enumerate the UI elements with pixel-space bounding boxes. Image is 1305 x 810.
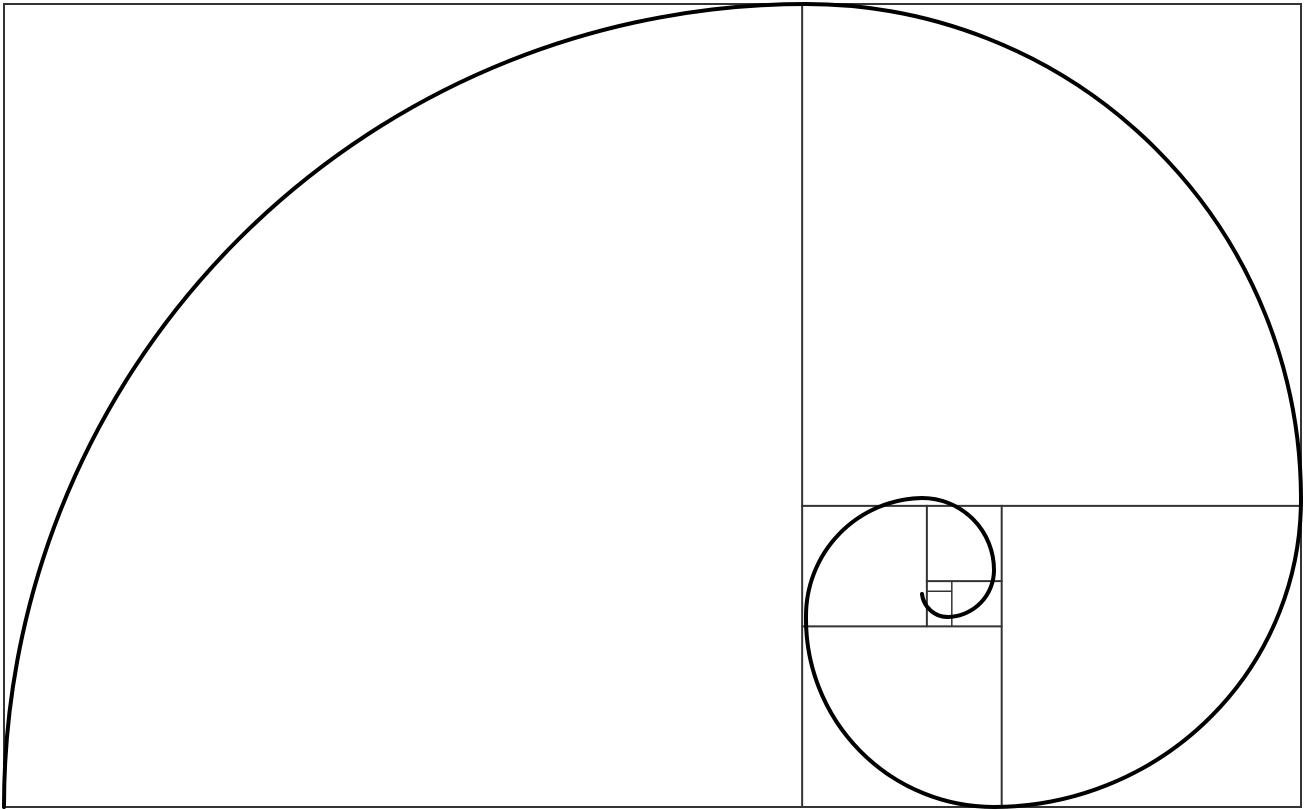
outer-frame (4, 4, 1301, 807)
spiral-arc-3 (994, 498, 1301, 807)
spiral-arc-4 (806, 617, 994, 807)
spiral-arc-7 (948, 570, 994, 617)
spiral-arc-6 (922, 498, 994, 570)
square-grid (4, 4, 1301, 807)
spiral-arc-5 (806, 498, 922, 617)
golden-spiral (4, 4, 1301, 807)
spiral-arc-1 (4, 4, 806, 807)
spiral-arc-2 (806, 4, 1301, 498)
